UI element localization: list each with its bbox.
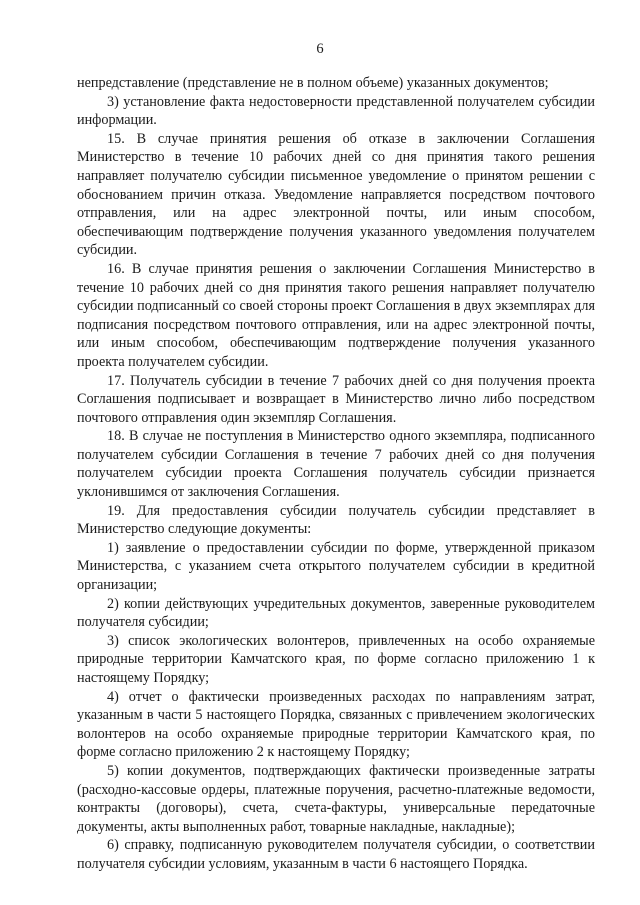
paragraph-19-documents: 19. Для предоставления субсидии получатель субсидии представляет в Министерство следующие документы: [77,502,595,538]
list-item-1-application: 1) заявление о предоставлении субсидии по форме, утвержденной приказом Министерства, с указанием счета открытого получателем субсидии в кредитной организации; [77,539,595,594]
paragraph-18-non-receipt: 18. В случае не поступления в Министерство одного экземпляра, подписанного получателем субсидии Соглашения в течение 7 рабочих дней со дня получения получателем субсидии проекта Соглашения получатель субсидии признается уклонившимся от заключения Соглашения. [77,428,595,501]
list-item-5-expense-documents: 5) копии документов, подтверждающих фактически произведенные затраты (расходно-кассовые ордеры, платежные поручения, расчетно-платежные ведомости, контракты (договоры), счета, счета-фактуры, универсальные передаточные документы, акты выполненных работ, товарные накладные, накладные); [77,762,595,835]
paragraph-item-3-invalid-information: 3) установление факта недостоверности представленной получателем субсидии информации. [77,93,595,129]
list-item-6-compliance-certificate: 6) справку, подписанную руководителем получателя субсидии, о соответствии получателя субсидии условиям, указанным в части 6 настоящего Порядка. [77,837,595,872]
paragraph-16-agreement-conclusion: 16. В случае принятия решения о заключении Соглашения Министерство в течение 10 рабочих дней со дня принятия такого решения направляет получателю субсидии подписанный со своей стороны проект Соглашения в двух экземплярах для подписания посредством почтового отправления, или на адрес электронной почты, или иным способом, обеспечивающим подтверждение получения указанного проекта получателем субсидии. [77,260,595,370]
list-item-3-volunteer-list: 3) список экологических волонтеров, привлеченных на особо охраняемые природные территории Камчатского края, по форме согласно приложению 1 к настоящему Порядку; [77,632,595,686]
document-body [77,74,595,874]
paragraph-continuation: непредставление (представление не в полном объеме) указанных документов; [77,75,549,91]
paragraph-15-refusal: 15. В случае принятия решения об отказе в заключении Соглашения Министерство в течение 10 рабочих дней со дня принятия такого решения направляет получателю субсидии письменное уведомление о принятом решении с обоснованием причин отказа. Уведомление направляется посредством почтового отправления, или на адрес электронной почты, или иным способом, обеспечивающим подтверждение получения указанного уведомления получателем субсидии. [77,130,595,259]
paragraph-17-signing: 17. Получатель субсидии в течение 7 рабочих дней со дня получения проекта Соглашения подписывает и возвращает в Министерство лично либо посредством почтового отправления один экземпляр Соглашения. [77,372,595,426]
list-item-4-expense-report: 4) отчет о фактически произведенных расходах по направлениям затрат, указанным в части 5 настоящего Порядка, связанных с привлечением экологических волонтеров на особо охраняемые природные территории Камчатского края, по форме согласно приложению 2 к настоящему Порядку; [77,688,595,761]
list-item-2-founding-documents: 2) копии действующих учредительных документов, заверенные руководителем получателя субсидии; [77,595,595,631]
page-number: 6 [316,41,324,57]
